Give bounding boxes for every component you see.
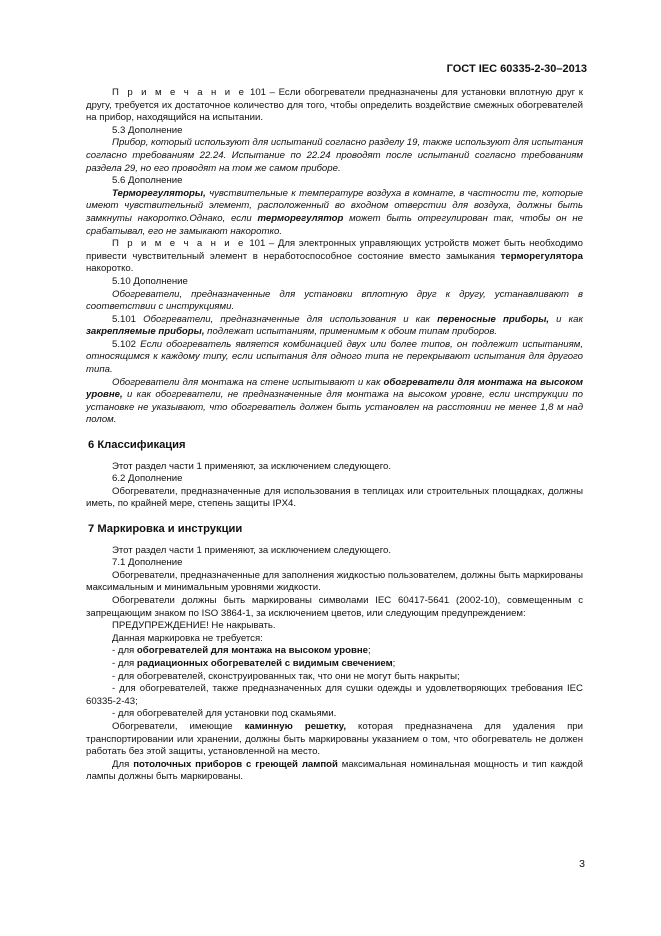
text-run: Обогреватели, предназначенные для установки вплотную друг к другу, устанавливают в соответствии с инструкциями. [86, 288, 583, 313]
paragraph [86, 620, 583, 633]
text-run: может быть отрегулирован так, чтобы он не срабатывал, его не замыкают накоротко. [86, 212, 583, 237]
text-run: закрепляемые приборы, [86, 326, 205, 338]
paragraph [86, 377, 583, 427]
text-run: радиационных обогревателей с видимым свечением [136, 657, 393, 669]
paragraph [86, 276, 583, 289]
text-run: 5.101 [112, 313, 144, 325]
standard-header: ГОСТ IEC 60335-2-30–2013 [446, 63, 587, 75]
paragraph [86, 683, 583, 708]
paragraph [86, 339, 583, 377]
paragraph [86, 486, 583, 511]
text-run: - для обогревателей для установки под скамьями. [112, 708, 337, 720]
text-run: терморегулятора [500, 250, 583, 262]
text-run: Обогреватели, предназначенные для использования и как [143, 313, 438, 325]
text-run: - для обогревателей, также предназначенных для сушки одежды и удовлетворяющих требования IEC 60335-2-43; [86, 683, 583, 707]
section-heading: 6 Классификация [88, 439, 186, 452]
text-run: Этот раздел части 1 применяют, за исключением следующего. [112, 460, 392, 472]
text-run: подлежат испытаниям, применимым к обоим типам приборов. [204, 326, 498, 338]
text-run: Обогреватели должны быть маркированы символами IEC 60417-5641 (2002-10), совмещенным с запрещающим знаком по ISO 3864-1, за исключением цветов, или следующим предупреждением: [86, 594, 583, 619]
paragraph [86, 125, 583, 138]
text-run: переносные приборы, [437, 313, 550, 325]
paragraph [86, 175, 583, 188]
paragraph [86, 188, 583, 238]
paragraph [86, 633, 583, 646]
text-run: П р и м е ч а н и е [112, 238, 246, 250]
text-run: ПРЕДУПРЕЖДЕНИЕ! Не накрывать. [112, 620, 276, 632]
text-run: терморегулятор [257, 212, 344, 224]
paragraph [86, 473, 583, 486]
text-run: 6.2 Дополнение [112, 473, 183, 485]
text-run: 101 – Если обогреватели предназначены для установки вплотную друг к другу, требуется их достаточное количество для того, чтобы определить воздействие смежных обогревателей на прибор, находящийся на испытании. [86, 87, 583, 124]
text-run: 7.1 Дополнение [112, 557, 183, 569]
text-run: и как обогреватели, не предназначенные для монтажа на высоком уровне, если инструкции по установке не указывают, что обогреватель должен быть установлен на расстоянии не менее 1,8 м над полом. [86, 389, 583, 426]
text-run: 5.3 Дополнение [112, 124, 183, 136]
section-heading: 7 Маркировка и инструкции [88, 523, 243, 535]
text-run: потолочных приборов с греющей лампой [133, 758, 338, 770]
text-run: 5.102 [112, 338, 141, 350]
paragraph [86, 557, 583, 570]
text-run: - для [112, 657, 137, 669]
text-run: - для [112, 645, 137, 657]
text-run: Данная маркировка не требуется: [112, 632, 263, 644]
text-run: П р и м е ч а н и е [112, 87, 247, 98]
paragraph [86, 461, 583, 474]
text-run: ; [368, 645, 371, 657]
paragraph [86, 137, 583, 175]
document-body [86, 87, 583, 784]
paragraph [86, 545, 583, 558]
text-run: ; [392, 657, 396, 669]
paragraph [86, 87, 583, 125]
paragraph [86, 645, 583, 658]
text-run: Для [112, 758, 134, 770]
text-run: Обогреватели, имеющие [112, 720, 245, 732]
text-run: Прибор, который используют для испытаний согласно разделу 19, также используют для испытания согласно требованиям 22.24. Испытание по 22.24 проводят после испытаний согласно требованиям раздела 29, но его проводят на том же самом приборе. [86, 137, 583, 174]
text-run: 101 – Для электронных управляющих устройств может быть необходимо привести чувствительный элемент в неработоспособное состояние вместо замыкания [86, 238, 583, 262]
text-run: Обогреватели для монтажа на стене испытывают и как [112, 376, 384, 388]
text-run: каминную решетку, [244, 720, 347, 732]
text-run: обогревателей для монтажа на высоком уровне [136, 645, 369, 657]
paragraph [86, 238, 583, 276]
paragraph [86, 289, 583, 314]
text-run: Если обогреватель является комбинацией двух или более типов, он подлежит испытаниям, относящимся к каждому типу, если испытания для одного типа не перекрывают испытания для другого типа. [86, 338, 583, 376]
text-run: Обогреватели, предназначенные для заполнения жидкостью пользователем, должны быть маркированы максимальным и минимальным уровнями жидкости. [86, 569, 583, 594]
text-run: чувствительные к температуре воздуха в комнате, в частности те, которые имеют чувствительный элемент, расположенный во входном отверстии для воздуха, должны быть замкнуты накоротко.Однако, если [86, 187, 583, 224]
text-run: накоротко. [86, 263, 134, 275]
paragraph [86, 314, 583, 339]
paragraph [86, 570, 583, 595]
text-run: - для обогревателей, сконструированных так, что они не могут быть накрыты; [112, 670, 460, 682]
text-run: которая предназначена для удаления при транспортировании или хранении, должны быть маркированы указанием о том, что обогреватель не должен работать без этой защиты, установленной на место. [86, 720, 583, 758]
paragraph [86, 721, 583, 759]
text-run: 5.6 Дополнение [112, 175, 183, 187]
page-number: 3 [579, 858, 585, 870]
text-run: Этот раздел части 1 применяют, за исключением следующего. [112, 544, 392, 556]
text-run: и как [549, 313, 583, 325]
text-run: максимальная номинальная мощность и тип каждой лампы должны быть маркированы. [86, 758, 584, 783]
paragraph [86, 759, 583, 784]
text-run: Терморегуляторы, [112, 187, 206, 199]
paragraph [86, 595, 583, 620]
paragraph [86, 671, 583, 684]
paragraph [86, 708, 583, 721]
text-run: 5.10 Дополнение [112, 275, 188, 287]
paragraph [86, 658, 583, 671]
text-run: обогреватели для монтажа на высоком уровне, [86, 376, 583, 401]
text-run: Обогреватели, предназначенные для использования в теплицах или строительных площадках, должны иметь, по крайней мере, степень защиты IPX4. [86, 485, 583, 510]
